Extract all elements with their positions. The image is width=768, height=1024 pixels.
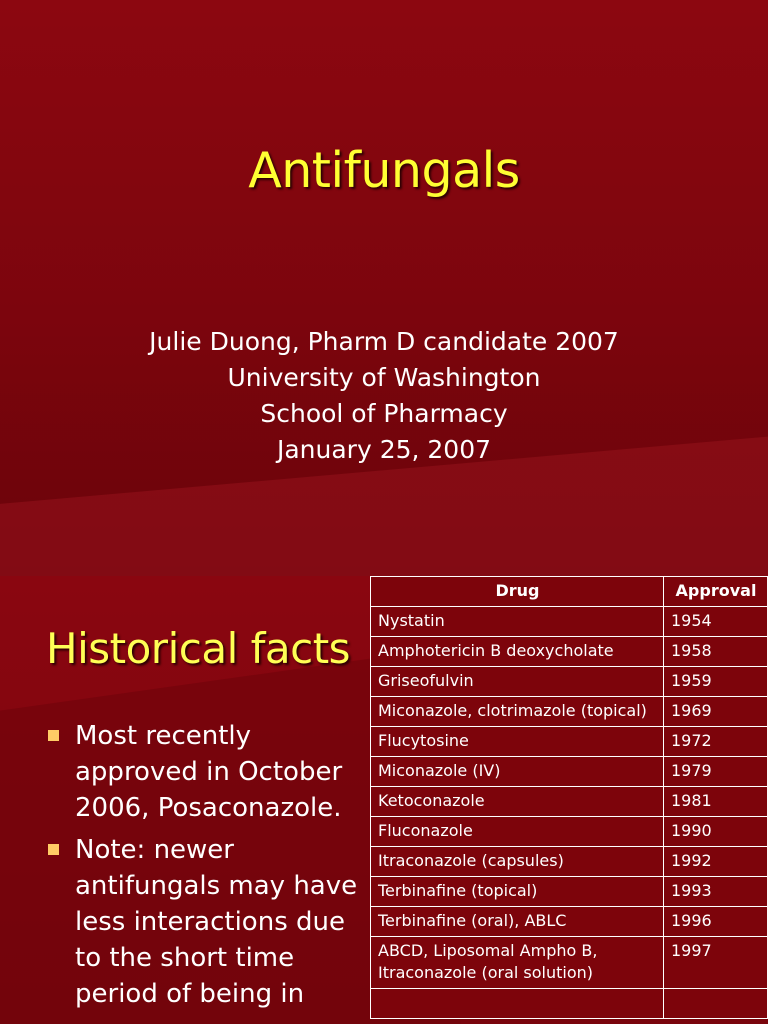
square-bullet-icon xyxy=(48,844,59,855)
table-row xyxy=(371,727,768,757)
year-cell: 1954 xyxy=(664,607,768,637)
bullet-item xyxy=(48,718,358,826)
square-bullet-icon xyxy=(48,730,59,741)
table-row xyxy=(371,937,768,989)
drug-approval-table xyxy=(370,576,768,1019)
drug-cell: Amphotericin B deoxycholate xyxy=(371,637,664,667)
drug-cell: Ketoconazole xyxy=(371,787,664,817)
table-row xyxy=(371,697,768,727)
bullet-text: Note: newer antifungals may have less interactions due to the short time period of being in xyxy=(75,835,358,1009)
bullet-item xyxy=(48,832,358,1012)
table-row xyxy=(371,637,768,667)
historical-facts-slide xyxy=(0,576,768,1024)
table-row xyxy=(371,817,768,847)
year-cell: 1997 xyxy=(664,937,768,989)
drug-column-header: Drug xyxy=(371,577,664,607)
year-cell: 1958 xyxy=(664,637,768,667)
approval-column-header: Approval xyxy=(664,577,768,607)
bullet-text: Most recently approved in October 2006, Posaconazole. xyxy=(75,721,343,823)
year-cell: 1993 xyxy=(664,877,768,907)
date-line: January 25, 2007 xyxy=(276,435,492,464)
year-cell xyxy=(664,989,768,1019)
drug-cell: Griseofulvin xyxy=(371,667,664,697)
year-cell: 1979 xyxy=(664,757,768,787)
drug-cell: Flucytosine xyxy=(371,727,664,757)
drug-cell: Itraconazole (capsules) xyxy=(371,847,664,877)
school-line: School of Pharmacy xyxy=(260,399,508,428)
table-row xyxy=(371,607,768,637)
table-row xyxy=(371,989,768,1019)
table-row xyxy=(371,787,768,817)
year-cell: 1996 xyxy=(664,907,768,937)
slide-title: Antifungals xyxy=(248,142,520,199)
drug-cell: Terbinafine (topical) xyxy=(371,877,664,907)
year-cell: 1981 xyxy=(664,787,768,817)
slide-heading: Historical facts xyxy=(46,624,351,673)
bullet-list xyxy=(48,718,358,1018)
table-row xyxy=(371,757,768,787)
drug-cell: Miconazole, clotrimazole (topical) xyxy=(371,697,664,727)
drug-cell: Miconazole (IV) xyxy=(371,757,664,787)
year-cell: 1959 xyxy=(664,667,768,697)
slide-subtitle xyxy=(0,324,768,468)
university-line: University of Washington xyxy=(227,363,541,392)
drug-cell: ABCD, Liposomal Ampho B, Itraconazole (oral solution) xyxy=(371,937,664,989)
year-cell: 1992 xyxy=(664,847,768,877)
year-cell: 1990 xyxy=(664,817,768,847)
year-cell: 1972 xyxy=(664,727,768,757)
drug-cell: Fluconazole xyxy=(371,817,664,847)
table-header-row xyxy=(371,577,768,607)
drug-cell: Nystatin xyxy=(371,607,664,637)
author-line: Julie Duong, Pharm D candidate 2007 xyxy=(149,327,619,356)
year-cell: 1969 xyxy=(664,697,768,727)
table-row xyxy=(371,667,768,697)
table-row xyxy=(371,847,768,877)
table-row xyxy=(371,907,768,937)
table-row xyxy=(371,877,768,907)
drug-cell: Terbinafine (oral), ABLC xyxy=(371,907,664,937)
drug-cell xyxy=(371,989,664,1019)
